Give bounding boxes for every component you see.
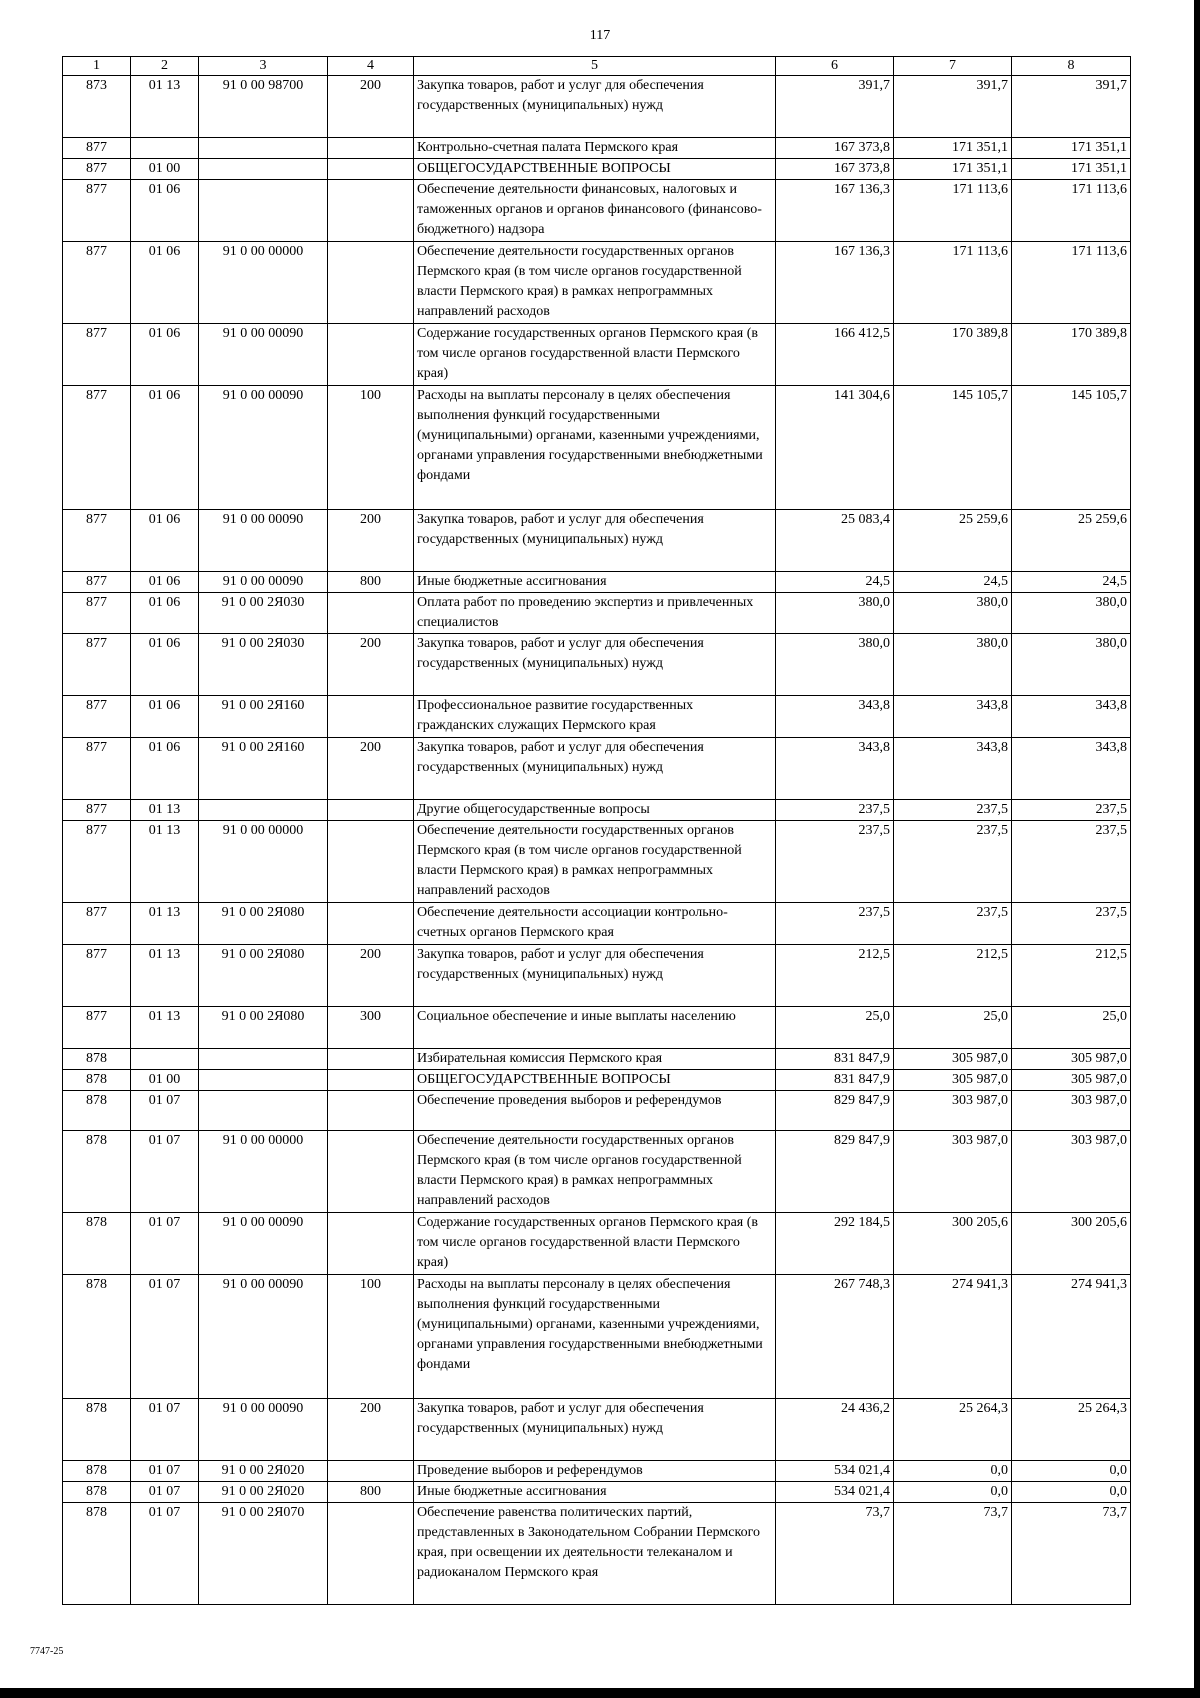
- cell-amount-col8: 380,0: [1012, 593, 1131, 634]
- cell-description: Закупка товаров, работ и услуг для обеспечения государственных (муниципальных) нужд: [414, 945, 776, 1007]
- cell-target-code: 91 0 00 00090: [199, 386, 328, 510]
- cell-section-code: 01 06: [131, 634, 199, 696]
- cell-target-code: [199, 800, 328, 821]
- cell-amount-col8: 237,5: [1012, 800, 1131, 821]
- table-row: [63, 1070, 1131, 1091]
- cell-expense-type: 100: [328, 1275, 414, 1399]
- table-row: [63, 138, 1131, 159]
- cell-expense-type: [328, 800, 414, 821]
- column-header: 7: [894, 57, 1012, 76]
- cell-section-code: 01 06: [131, 324, 199, 386]
- table-row: [63, 572, 1131, 593]
- cell-section-code: 01 06: [131, 572, 199, 593]
- table-row: [63, 76, 1131, 138]
- cell-admin-code: 877: [63, 324, 131, 386]
- cell-amount-col8: 73,7: [1012, 1503, 1131, 1605]
- cell-amount-col7: 171 113,6: [894, 180, 1012, 242]
- cell-amount-col7: 237,5: [894, 903, 1012, 945]
- cell-section-code: 01 00: [131, 1070, 199, 1091]
- cell-expense-type: 200: [328, 510, 414, 572]
- cell-target-code: 91 0 00 00090: [199, 324, 328, 386]
- cell-amount-col6: 292 184,5: [776, 1213, 894, 1275]
- cell-description: Контрольно-счетная палата Пермского края: [414, 138, 776, 159]
- cell-admin-code: 878: [63, 1091, 131, 1131]
- cell-amount-col7: 0,0: [894, 1482, 1012, 1503]
- cell-expense-type: 800: [328, 1482, 414, 1503]
- cell-amount-col6: 25,0: [776, 1007, 894, 1049]
- cell-target-code: 91 0 00 00090: [199, 1275, 328, 1399]
- cell-amount-col8: 305 987,0: [1012, 1070, 1131, 1091]
- cell-description: Содержание государственных органов Пермского края (в том числе органов государственной власти Пермского края): [414, 324, 776, 386]
- cell-section-code: 01 13: [131, 76, 199, 138]
- cell-target-code: 91 0 00 2Я020: [199, 1461, 328, 1482]
- cell-amount-col8: 380,0: [1012, 634, 1131, 696]
- cell-expense-type: [328, 324, 414, 386]
- cell-description: Содержание государственных органов Пермского края (в том числе органов государственной власти Пермского края): [414, 1213, 776, 1275]
- cell-admin-code: 878: [63, 1503, 131, 1605]
- cell-description: Проведение выборов и референдумов: [414, 1461, 776, 1482]
- cell-amount-col8: 305 987,0: [1012, 1049, 1131, 1070]
- cell-amount-col7: 212,5: [894, 945, 1012, 1007]
- cell-amount-col8: 171 351,1: [1012, 159, 1131, 180]
- cell-amount-col8: 171 113,6: [1012, 242, 1131, 324]
- cell-section-code: 01 07: [131, 1399, 199, 1461]
- cell-amount-col6: 267 748,3: [776, 1275, 894, 1399]
- cell-amount-col6: 24,5: [776, 572, 894, 593]
- cell-description: Закупка товаров, работ и услуг для обеспечения государственных (муниципальных) нужд: [414, 738, 776, 800]
- column-header: 3: [199, 57, 328, 76]
- cell-admin-code: 877: [63, 696, 131, 738]
- cell-amount-col7: 170 389,8: [894, 324, 1012, 386]
- cell-amount-col8: 343,8: [1012, 696, 1131, 738]
- table-row: [63, 324, 1131, 386]
- cell-amount-col8: 171 351,1: [1012, 138, 1131, 159]
- cell-section-code: 01 06: [131, 386, 199, 510]
- cell-amount-col6: 237,5: [776, 903, 894, 945]
- cell-admin-code: 877: [63, 800, 131, 821]
- column-header: 6: [776, 57, 894, 76]
- cell-target-code: [199, 1049, 328, 1070]
- cell-amount-col7: 380,0: [894, 593, 1012, 634]
- cell-amount-col6: 166 412,5: [776, 324, 894, 386]
- cell-amount-col7: 303 987,0: [894, 1131, 1012, 1213]
- table-row: [63, 242, 1131, 324]
- budget-table: [62, 56, 1131, 1605]
- cell-amount-col7: 380,0: [894, 634, 1012, 696]
- table-row: [63, 386, 1131, 510]
- cell-description: Закупка товаров, работ и услуг для обеспечения государственных (муниципальных) нужд: [414, 1399, 776, 1461]
- cell-amount-col7: 305 987,0: [894, 1049, 1012, 1070]
- table-row: [63, 903, 1131, 945]
- cell-amount-col6: 380,0: [776, 593, 894, 634]
- cell-description: Расходы на выплаты персоналу в целях обеспечения выполнения функций государственными (муниципальными) органами, казенными учреждениями, органами управления государственными внебюджетными фондами: [414, 386, 776, 510]
- cell-description: ОБЩЕГОСУДАРСТВЕННЫЕ ВОПРОСЫ: [414, 1070, 776, 1091]
- cell-expense-type: [328, 1461, 414, 1482]
- cell-amount-col7: 145 105,7: [894, 386, 1012, 510]
- cell-target-code: [199, 159, 328, 180]
- cell-target-code: 91 0 00 00090: [199, 1399, 328, 1461]
- table-row: [63, 738, 1131, 800]
- cell-amount-col8: 391,7: [1012, 76, 1131, 138]
- cell-section-code: 01 06: [131, 696, 199, 738]
- cell-expense-type: [328, 138, 414, 159]
- cell-target-code: 91 0 00 2Я080: [199, 945, 328, 1007]
- cell-target-code: 91 0 00 98700: [199, 76, 328, 138]
- cell-description: Социальное обеспечение и иные выплаты населению: [414, 1007, 776, 1049]
- cell-amount-col7: 171 351,1: [894, 138, 1012, 159]
- cell-expense-type: [328, 1049, 414, 1070]
- column-header: 4: [328, 57, 414, 76]
- cell-admin-code: 878: [63, 1131, 131, 1213]
- cell-amount-col7: 237,5: [894, 821, 1012, 903]
- cell-admin-code: 877: [63, 821, 131, 903]
- cell-target-code: 91 0 00 00000: [199, 1131, 328, 1213]
- cell-expense-type: 200: [328, 738, 414, 800]
- cell-description: Обеспечение деятельности государственных органов Пермского края (в том числе органов государственной власти Пермского края) в рамках непрограммных направлений расходов: [414, 1131, 776, 1213]
- cell-admin-code: 878: [63, 1070, 131, 1091]
- scan-border-right: [1194, 0, 1200, 1698]
- cell-amount-col6: 167 136,3: [776, 242, 894, 324]
- cell-amount-col8: 25 264,3: [1012, 1399, 1131, 1461]
- cell-amount-col8: 0,0: [1012, 1461, 1131, 1482]
- cell-amount-col6: 534 021,4: [776, 1482, 894, 1503]
- cell-admin-code: 873: [63, 76, 131, 138]
- cell-description: Обеспечение деятельности финансовых, налоговых и таможенных органов и органов финансового (финансово-бюджетного) надзора: [414, 180, 776, 242]
- cell-admin-code: 878: [63, 1275, 131, 1399]
- cell-admin-code: 877: [63, 386, 131, 510]
- cell-description: Закупка товаров, работ и услуг для обеспечения государственных (муниципальных) нужд: [414, 510, 776, 572]
- cell-expense-type: [328, 1503, 414, 1605]
- table-row: [63, 1399, 1131, 1461]
- cell-amount-col6: 141 304,6: [776, 386, 894, 510]
- cell-admin-code: 878: [63, 1399, 131, 1461]
- cell-expense-type: 300: [328, 1007, 414, 1049]
- cell-description: Обеспечение деятельности государственных органов Пермского края (в том числе органов государственной власти Пермского края) в рамках непрограммных направлений расходов: [414, 821, 776, 903]
- table-row: [63, 180, 1131, 242]
- cell-admin-code: 877: [63, 903, 131, 945]
- cell-expense-type: 200: [328, 76, 414, 138]
- cell-target-code: 91 0 00 2Я020: [199, 1482, 328, 1503]
- cell-admin-code: 877: [63, 1007, 131, 1049]
- cell-section-code: [131, 138, 199, 159]
- cell-expense-type: 200: [328, 634, 414, 696]
- cell-amount-col6: 73,7: [776, 1503, 894, 1605]
- cell-amount-col6: 831 847,9: [776, 1049, 894, 1070]
- cell-expense-type: 800: [328, 572, 414, 593]
- cell-section-code: 01 13: [131, 821, 199, 903]
- cell-amount-col7: 25,0: [894, 1007, 1012, 1049]
- table-row: [63, 1503, 1131, 1605]
- cell-description: Профессиональное развитие государственных гражданских служащих Пермского края: [414, 696, 776, 738]
- cell-expense-type: [328, 903, 414, 945]
- cell-description: Обеспечение проведения выборов и референдумов: [414, 1091, 776, 1131]
- cell-section-code: 01 13: [131, 1007, 199, 1049]
- cell-amount-col6: 343,8: [776, 696, 894, 738]
- cell-amount-col7: 343,8: [894, 738, 1012, 800]
- cell-amount-col8: 237,5: [1012, 821, 1131, 903]
- cell-amount-col8: 212,5: [1012, 945, 1131, 1007]
- cell-admin-code: 877: [63, 242, 131, 324]
- cell-expense-type: [328, 696, 414, 738]
- cell-admin-code: 877: [63, 180, 131, 242]
- page-number: 117: [589, 28, 611, 43]
- cell-target-code: [199, 1070, 328, 1091]
- column-header: 2: [131, 57, 199, 76]
- cell-target-code: [199, 1091, 328, 1131]
- table-row: [63, 696, 1131, 738]
- cell-section-code: 01 13: [131, 945, 199, 1007]
- cell-target-code: 91 0 00 2Я080: [199, 903, 328, 945]
- cell-amount-col7: 171 351,1: [894, 159, 1012, 180]
- cell-amount-col7: 25 259,6: [894, 510, 1012, 572]
- cell-target-code: 91 0 00 2Я030: [199, 593, 328, 634]
- cell-description: Расходы на выплаты персоналу в целях обеспечения выполнения функций государственными (муниципальными) органами, казенными учреждениями, органами управления государственными внебюджетными фондами: [414, 1275, 776, 1399]
- cell-amount-col6: 24 436,2: [776, 1399, 894, 1461]
- cell-admin-code: 878: [63, 1482, 131, 1503]
- cell-admin-code: 877: [63, 738, 131, 800]
- cell-target-code: 91 0 00 00090: [199, 510, 328, 572]
- cell-amount-col6: 829 847,9: [776, 1091, 894, 1131]
- cell-description: Закупка товаров, работ и услуг для обеспечения государственных (муниципальных) нужд: [414, 76, 776, 138]
- cell-target-code: 91 0 00 2Я160: [199, 738, 328, 800]
- cell-amount-col6: 167 373,8: [776, 138, 894, 159]
- cell-amount-col7: 305 987,0: [894, 1070, 1012, 1091]
- cell-section-code: 01 00: [131, 159, 199, 180]
- cell-expense-type: [328, 242, 414, 324]
- cell-amount-col6: 237,5: [776, 800, 894, 821]
- cell-amount-col7: 237,5: [894, 800, 1012, 821]
- cell-amount-col6: 212,5: [776, 945, 894, 1007]
- cell-amount-col6: 343,8: [776, 738, 894, 800]
- cell-amount-col8: 0,0: [1012, 1482, 1131, 1503]
- cell-expense-type: 100: [328, 386, 414, 510]
- table-row: [63, 510, 1131, 572]
- cell-description: Иные бюджетные ассигнования: [414, 1482, 776, 1503]
- cell-amount-col8: 25,0: [1012, 1007, 1131, 1049]
- header-row: [63, 57, 1131, 76]
- cell-section-code: 01 07: [131, 1275, 199, 1399]
- cell-expense-type: 200: [328, 945, 414, 1007]
- cell-admin-code: 877: [63, 138, 131, 159]
- cell-admin-code: 878: [63, 1213, 131, 1275]
- cell-section-code: 01 06: [131, 180, 199, 242]
- cell-admin-code: 878: [63, 1461, 131, 1482]
- cell-amount-col6: 831 847,9: [776, 1070, 894, 1091]
- cell-description: Обеспечение деятельности государственных органов Пермского края (в том числе органов государственной власти Пермского края) в рамках непрограммных направлений расходов: [414, 242, 776, 324]
- table-row: [63, 1482, 1131, 1503]
- table-row: [63, 821, 1131, 903]
- cell-amount-col7: 303 987,0: [894, 1091, 1012, 1131]
- column-header: 1: [63, 57, 131, 76]
- cell-section-code: 01 13: [131, 903, 199, 945]
- cell-amount-col7: 25 264,3: [894, 1399, 1012, 1461]
- cell-target-code: 91 0 00 2Я080: [199, 1007, 328, 1049]
- cell-section-code: 01 07: [131, 1503, 199, 1605]
- cell-amount-col8: 171 113,6: [1012, 180, 1131, 242]
- cell-expense-type: [328, 159, 414, 180]
- table-row: [63, 1091, 1131, 1131]
- table-row: [63, 1049, 1131, 1070]
- cell-expense-type: [328, 1131, 414, 1213]
- cell-expense-type: [328, 1091, 414, 1131]
- cell-target-code: [199, 180, 328, 242]
- table-row: [63, 945, 1131, 1007]
- cell-expense-type: [328, 1213, 414, 1275]
- cell-amount-col7: 73,7: [894, 1503, 1012, 1605]
- cell-admin-code: 877: [63, 593, 131, 634]
- cell-admin-code: 877: [63, 159, 131, 180]
- cell-admin-code: 877: [63, 945, 131, 1007]
- cell-amount-col8: 303 987,0: [1012, 1131, 1131, 1213]
- cell-admin-code: 877: [63, 572, 131, 593]
- scan-border-bottom: [0, 1688, 1200, 1698]
- cell-section-code: 01 13: [131, 800, 199, 821]
- table-row: [63, 593, 1131, 634]
- cell-amount-col7: 0,0: [894, 1461, 1012, 1482]
- cell-section-code: 01 07: [131, 1091, 199, 1131]
- cell-amount-col6: 167 136,3: [776, 180, 894, 242]
- cell-expense-type: [328, 593, 414, 634]
- table-row: [63, 159, 1131, 180]
- table-row: [63, 1131, 1131, 1213]
- cell-amount-col6: 25 083,4: [776, 510, 894, 572]
- cell-amount-col8: 274 941,3: [1012, 1275, 1131, 1399]
- cell-amount-col8: 237,5: [1012, 903, 1131, 945]
- cell-section-code: 01 06: [131, 510, 199, 572]
- cell-target-code: 91 0 00 2Я030: [199, 634, 328, 696]
- cell-amount-col8: 343,8: [1012, 738, 1131, 800]
- cell-target-code: 91 0 00 2Я070: [199, 1503, 328, 1605]
- cell-amount-col6: 380,0: [776, 634, 894, 696]
- table-row: [63, 800, 1131, 821]
- cell-section-code: 01 06: [131, 593, 199, 634]
- cell-amount-col7: 391,7: [894, 76, 1012, 138]
- cell-admin-code: 877: [63, 634, 131, 696]
- cell-amount-col8: 300 205,6: [1012, 1213, 1131, 1275]
- cell-target-code: 91 0 00 2Я160: [199, 696, 328, 738]
- cell-section-code: 01 07: [131, 1131, 199, 1213]
- cell-amount-col6: 829 847,9: [776, 1131, 894, 1213]
- cell-target-code: 91 0 00 00090: [199, 572, 328, 593]
- cell-section-code: 01 07: [131, 1461, 199, 1482]
- table-row: [63, 1275, 1131, 1399]
- cell-description: Обеспечение деятельности ассоциации контрольно-счетных органов Пермского края: [414, 903, 776, 945]
- cell-amount-col8: 25 259,6: [1012, 510, 1131, 572]
- cell-description: Другие общегосударственные вопросы: [414, 800, 776, 821]
- cell-amount-col7: 24,5: [894, 572, 1012, 593]
- cell-section-code: 01 06: [131, 242, 199, 324]
- cell-amount-col8: 24,5: [1012, 572, 1131, 593]
- cell-description: Закупка товаров, работ и услуг для обеспечения государственных (муниципальных) нужд: [414, 634, 776, 696]
- cell-description: Избирательная комиссия Пермского края: [414, 1049, 776, 1070]
- cell-section-code: 01 07: [131, 1213, 199, 1275]
- column-header: 8: [1012, 57, 1131, 76]
- cell-amount-col6: 237,5: [776, 821, 894, 903]
- cell-expense-type: 200: [328, 1399, 414, 1461]
- cell-amount-col7: 300 205,6: [894, 1213, 1012, 1275]
- table-row: [63, 1461, 1131, 1482]
- cell-target-code: 91 0 00 00000: [199, 242, 328, 324]
- cell-amount-col6: 167 373,8: [776, 159, 894, 180]
- cell-section-code: 01 07: [131, 1482, 199, 1503]
- cell-amount-col7: 274 941,3: [894, 1275, 1012, 1399]
- cell-amount-col7: 171 113,6: [894, 242, 1012, 324]
- cell-description: Обеспечение равенства политических партий, представленных в Законодательном Собрании Пермского края, при освещении их деятельности телеканалом и радиоканалом Пермского края: [414, 1503, 776, 1605]
- table-row: [63, 634, 1131, 696]
- table-row: [63, 1007, 1131, 1049]
- cell-expense-type: [328, 1070, 414, 1091]
- cell-amount-col8: 303 987,0: [1012, 1091, 1131, 1131]
- cell-target-code: 91 0 00 00090: [199, 1213, 328, 1275]
- cell-amount-col8: 170 389,8: [1012, 324, 1131, 386]
- cell-amount-col8: 145 105,7: [1012, 386, 1131, 510]
- cell-section-code: [131, 1049, 199, 1070]
- cell-description: Иные бюджетные ассигнования: [414, 572, 776, 593]
- cell-admin-code: 877: [63, 510, 131, 572]
- cell-amount-col6: 534 021,4: [776, 1461, 894, 1482]
- cell-expense-type: [328, 821, 414, 903]
- cell-admin-code: 878: [63, 1049, 131, 1070]
- cell-expense-type: [328, 180, 414, 242]
- cell-amount-col7: 343,8: [894, 696, 1012, 738]
- cell-amount-col6: 391,7: [776, 76, 894, 138]
- cell-target-code: [199, 138, 328, 159]
- cell-target-code: 91 0 00 00000: [199, 821, 328, 903]
- cell-description: ОБЩЕГОСУДАРСТВЕННЫЕ ВОПРОСЫ: [414, 159, 776, 180]
- cell-section-code: 01 06: [131, 738, 199, 800]
- column-header: 5: [414, 57, 776, 76]
- document-code: 7747-25: [30, 1646, 64, 1657]
- cell-description: Оплата работ по проведению экспертиз и привлеченных специалистов: [414, 593, 776, 634]
- table-row: [63, 1213, 1131, 1275]
